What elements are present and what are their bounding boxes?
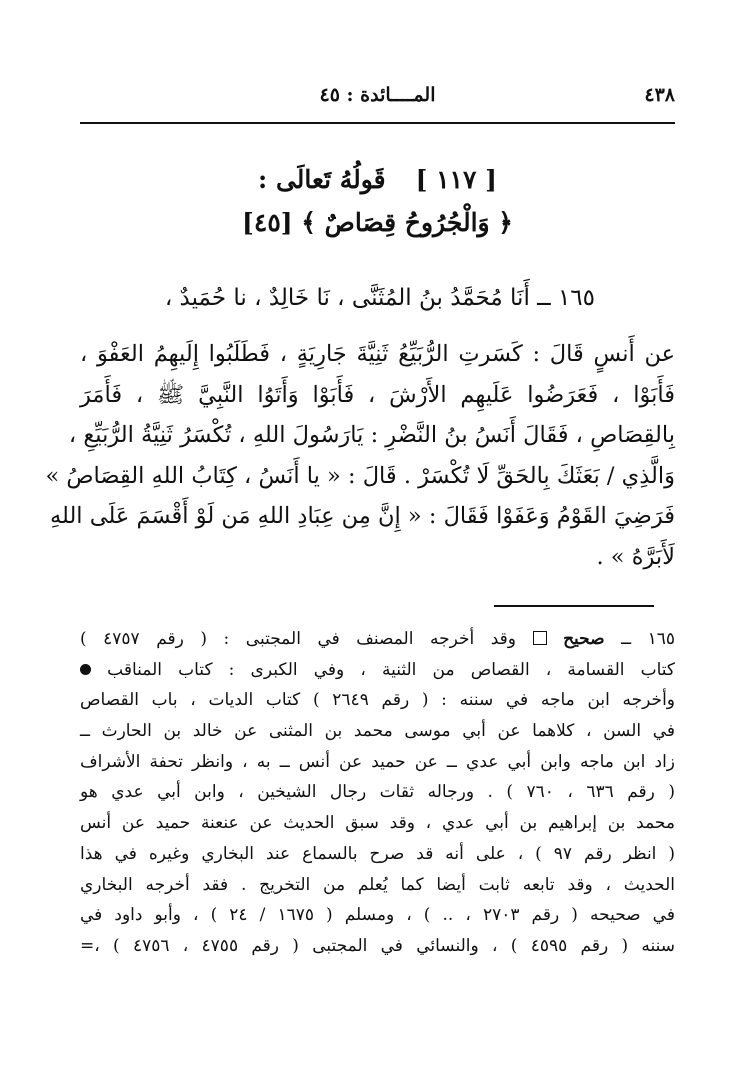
heading-verse: ﴿ وَالْجُرُوحُ قِصَاصٌ ﴾ [٤٥] xyxy=(242,208,513,237)
hadith-line: عن أَنسٍ قَالَ : كَسَرتِ الرُّبَيِّعُ ثَنِيَّةَ جَارِيَةٍ ، فَطَلَبُوا إِلَيهِمُ العَفْوَ ، xyxy=(80,341,675,367)
hadith-line: وَالَّذِي / بَعَثَكَ بِالحَقِّ لَا تُكْسَرْ . قَالَ : « يا أَنَسُ ، كِتَابُ اللهِ القِصَاصُ » xyxy=(45,462,675,489)
footnote-line: سننه ( رقم ٤٥٩٥ ) ، والنسائي في المجتبى ( رقم ٤٧٥٥ ، ٤٧٥٦ ) ،= xyxy=(80,935,675,956)
footnote-separator xyxy=(494,605,654,607)
footnote-line: في صحيحه ( رقم ٢٧٠٣ ، .. ) ، ومسلم ( ١٦٧٥ / ٢٤ ) ، وأبو داود في xyxy=(80,905,675,926)
footnote-text: كتاب القسامة ، القصاص من الثنية ، وفي الكبرى : كتاب المناقب xyxy=(107,659,676,680)
grade-label: صحيح xyxy=(563,629,605,649)
hadith-text xyxy=(45,334,675,577)
bullet-icon xyxy=(80,664,91,675)
page-number: ٤٣٨ xyxy=(644,84,675,106)
hadith-chain: ١٦٥ ــ أَنَا مُحَمَّدُ بنُ المُثَنَّى ، نَا خَالِدٌ ، نا حُمَيدٌ ، xyxy=(164,285,595,311)
footnote-line: ( رقم ٦٣٦ ، ٧٦٠ ) . ورجاله ثقات رجال الشيخين ، وابن أبي عدي هو xyxy=(80,782,675,803)
footnote-line: ( انظر رقم ٩٧ ) ، على أنه قد صرح بالسماع عند البخاري وغيره في هذا xyxy=(80,843,676,864)
footnote-line xyxy=(80,624,675,655)
footnote-line: الحديث ، وقد تابعه ثابت أيضا كما يُعلم من التخريج . فقد أخرجه البخاري xyxy=(80,874,675,895)
page-header xyxy=(80,84,675,112)
heading-label: قَولُهُ تَعالَى : xyxy=(258,165,386,194)
hadith-line: بِالقِصَاصِ ، فَقَالَ أَنَسُ بنُ النَّضْرِ : يَارَسُولَ اللهِ ، تُكْسَرُ ثَنِيَّةُ الرُّبَيِّعِ ، xyxy=(68,422,675,448)
footnote-line: وأخرجه ابن ماجه في سننه : ( رقم ٢٦٤٩ ) كتاب الديات ، باب القصاص xyxy=(80,690,675,711)
header-rule xyxy=(80,122,675,124)
hadith-line: فَأَبَوْا ، فَعَرَضُوا عَلَيهِم الأَرْشَ ، فَأَبَوْا وَأَتَوُا النَّبِيَّ ﷺ ، فَأَمَرَ xyxy=(80,381,675,408)
footnote-line: في السن ، كلاهما عن أبي موسى محمد بن المثنى عن خالد بن الحارث ــ xyxy=(80,721,675,742)
footnote-line: محمد بن إبراهيم بن أبي عدي ، وقد سبق الحديث عن عنعنة حميد عن أنس xyxy=(80,813,675,834)
hadith-line: فَرَضِيَ القَوْمُ وَعَفَوْا فَقَالَ : « إِنَّ مِن عِبَادِ اللهِ مَن لَوْ أَقْسَمَ عَلَى اللهِ xyxy=(49,503,675,529)
footnote-line xyxy=(80,655,675,686)
heading-label-line xyxy=(80,160,675,200)
footnote-number: ١٦٥ ــ xyxy=(621,629,675,649)
hadith-line: لَأَبَرَّهُ » . xyxy=(596,543,675,570)
footnote-text: وقد أخرجه المصنف في المجتبى : ( رقم ٤٧٥٧ ) xyxy=(80,629,516,649)
chapter-heading xyxy=(80,160,675,246)
footnotes xyxy=(80,624,675,962)
heading-number: [ ١١٧ ] xyxy=(415,165,497,194)
footnote-line: زاد ابن ماجه وابن أبي عدي ــ عن حميد عن أنس ــ به ، وانظر تحفة الأشراف xyxy=(80,751,675,772)
box-icon xyxy=(533,631,547,645)
running-title: المــــائدة : ٤٥ xyxy=(319,84,436,106)
